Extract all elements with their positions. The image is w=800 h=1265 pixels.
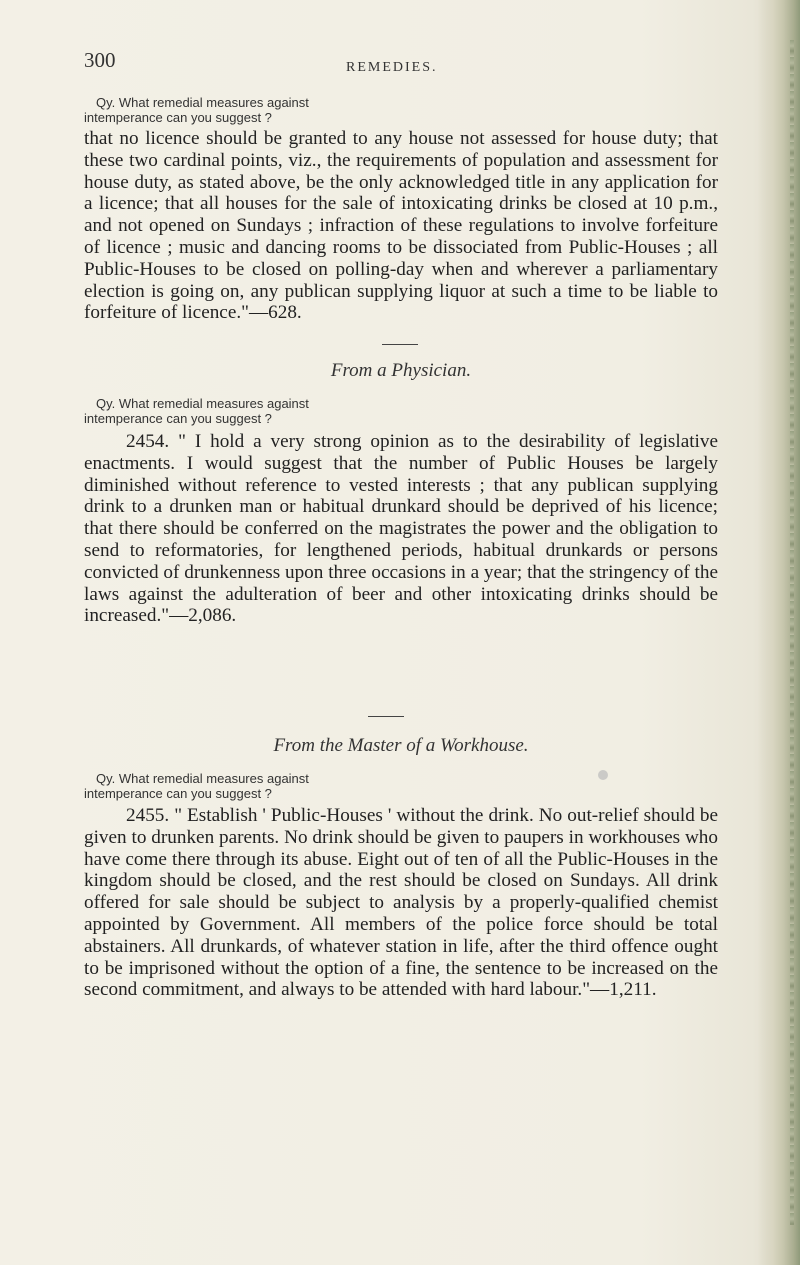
paragraph: 2455. " Establish ' Public-Houses ' without the drink. No out-relief should be given to drunken parents. No drink should be given to paupers in workhouses who have come there through its abuse. Eight out of ten of all the Public-Houses in the kingdom should be closed, and the rest should be closed on Sundays. All drink offered for sale should be subject to analysis by a properly-qualified chemist appointed by Government. All members of the police force should be total abstainers. All drunkards, of whatever station in life, after the third offence ought to be imprisoned without the option of a fine, the sentence to be increased on the second commitment, and always to be attended with hard labour."—1,211. — [84, 805, 718, 1001]
question-line: intemperance can you suggest ? — [84, 411, 272, 426]
question-line: intemperance can you suggest ? — [84, 110, 272, 125]
section-divider — [368, 716, 404, 717]
question-line: Qy. What remedial measures against — [96, 95, 309, 110]
section-heading: From the Master of a Workhouse. — [273, 735, 529, 756]
paragraph: 2454. " I hold a very strong opinion as to the desirability of legislative enactments. I would suggest that the number of Public Houses be largely diminished without reference to vested interests ; that any publican supplying drink to a drunken man or habitual drunkard should be deprived of his licence; that there should be conferred on the magistrates the power and the obligation to send to reformatories, for lengthened periods, habitual drunkards or persons convicted of drunkenness upon three occasions in a year; that the stringency of the laws against the adulteration of beer and other intoxicating drinks should be increased."—2,086. — [84, 431, 718, 627]
paragraph: that no licence should be granted to any house not assessed for house duty; that these two cardinal points, viz., the requirements of population and assessment for house duty, as stated above, be the only acknowledged title in any application for a licence; that all houses for the sale of intoxicating drinks be closed at 10 p.m., and not opened on Sundays ; infraction of these regulations to involve forfeiture of licence ; music and dancing rooms to be dissociated from Public-Houses ; all Public-Houses to be closed on polling-day when and wherever a parliamentary election is going on, any publican supplying liquor at such a time to be liable to forfeiture of licence."—628. — [84, 128, 718, 324]
question-block — [84, 771, 504, 801]
question-line: Qy. What remedial measures against — [96, 396, 309, 411]
question-line: Qy. What remedial measures against — [96, 771, 309, 786]
section-divider — [382, 344, 418, 345]
ink-speck — [598, 770, 608, 780]
running-title: REMEDIES. — [346, 60, 438, 75]
page-number: 300 — [84, 48, 116, 72]
question-block — [84, 95, 504, 125]
question-block — [84, 396, 504, 426]
question-line: intemperance can you suggest ? — [84, 786, 272, 801]
page-edge-shadow — [758, 0, 800, 1265]
section-heading: From a Physician. — [330, 360, 472, 381]
